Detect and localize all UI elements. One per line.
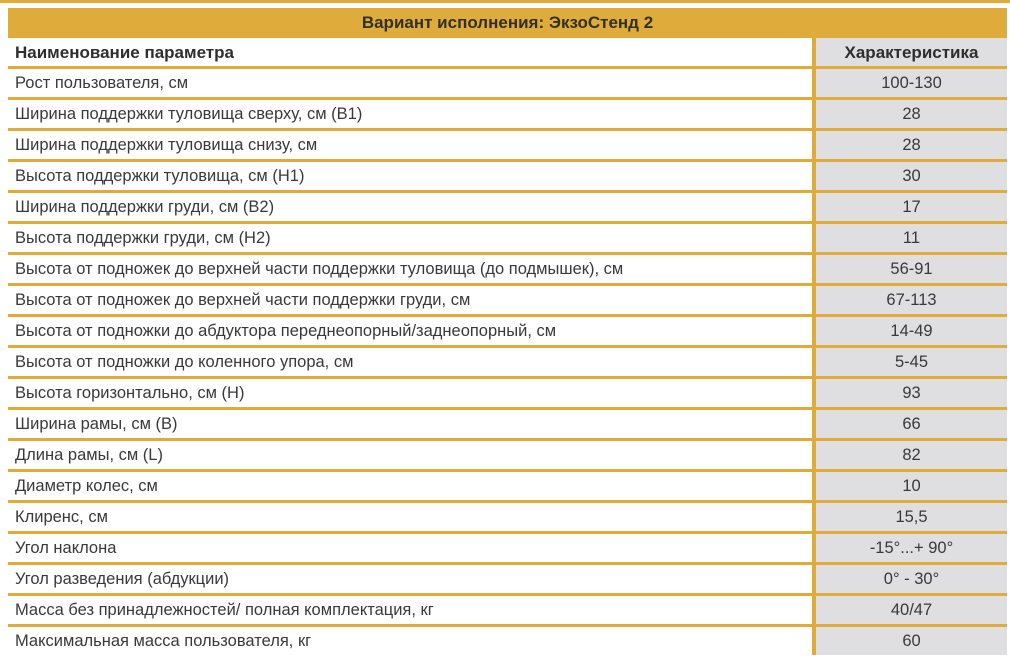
table-row (8, 410, 1007, 441)
parameter-value-cell: 30 (812, 162, 1007, 190)
parameter-value-cell: -15°...+ 90° (812, 534, 1007, 562)
parameter-value-cell: 14-49 (812, 317, 1007, 345)
parameter-value-cell: 56-91 (812, 255, 1007, 283)
parameter-name-cell: Высота от подножек до верхней части поддержки туловища (до подмышек), см (8, 255, 812, 283)
table-row (8, 255, 1007, 286)
column-header-value: Характеристика (812, 38, 1007, 66)
table-row (8, 565, 1007, 596)
parameter-value-cell: 15,5 (812, 503, 1007, 531)
parameter-name-cell: Ширина поддержки туловища снизу, см (8, 131, 812, 159)
table-body (8, 69, 1007, 655)
table-row (8, 503, 1007, 534)
parameter-name-cell: Клиренс, см (8, 503, 812, 531)
table-row (8, 317, 1007, 348)
parameter-value-cell: 0° - 30° (812, 565, 1007, 593)
table-row (8, 348, 1007, 379)
parameter-name-cell: Высота от подножки до коленного упора, см (8, 348, 812, 376)
parameter-value-cell: 28 (812, 100, 1007, 128)
table-title-band (8, 8, 1007, 38)
parameter-value-cell: 93 (812, 379, 1007, 407)
column-header-parameter: Наименование параметра (8, 38, 812, 66)
parameter-value-cell: 5-45 (812, 348, 1007, 376)
parameter-value-cell: 60 (812, 627, 1007, 655)
parameter-name-cell: Ширина поддержки груди, см (B2) (8, 193, 812, 221)
parameter-name-cell: Угол наклона (8, 534, 812, 562)
table-row (8, 472, 1007, 503)
parameter-name-cell: Угол разведения (абдукции) (8, 565, 812, 593)
table-row (8, 162, 1007, 193)
parameter-value-cell: 28 (812, 131, 1007, 159)
table-row (8, 441, 1007, 472)
parameter-value-cell: 11 (812, 224, 1007, 252)
table-row (8, 69, 1007, 100)
parameter-name-cell: Высота поддержки туловища, см (H1) (8, 162, 812, 190)
parameter-value-cell: 100-130 (812, 69, 1007, 97)
parameter-value-cell: 40/47 (812, 596, 1007, 624)
table-row (8, 131, 1007, 162)
parameter-name-cell: Высота поддержки груди, см (H2) (8, 224, 812, 252)
parameter-name-cell: Рост пользователя, см (8, 69, 812, 97)
parameter-name-cell: Ширина поддержки туловища сверху, см (B1) (8, 100, 812, 128)
parameter-name-cell: Высота горизонтально, см (H) (8, 379, 812, 407)
parameter-name-cell: Диаметр колес, см (8, 472, 812, 500)
parameter-value-cell: 10 (812, 472, 1007, 500)
table-header-row (8, 38, 1007, 69)
table-row (8, 379, 1007, 410)
table-row (8, 224, 1007, 255)
parameter-value-cell: 17 (812, 193, 1007, 221)
spec-table (8, 8, 1007, 655)
parameter-name-cell: Ширина рамы, см (B) (8, 410, 812, 438)
parameter-value-cell: 67-113 (812, 286, 1007, 314)
table-row (8, 596, 1007, 627)
parameter-name-cell: Высота от подножки до абдуктора переднеопорный/заднеопорный, см (8, 317, 812, 345)
parameter-value-cell: 82 (812, 441, 1007, 469)
parameter-value-cell: 66 (812, 410, 1007, 438)
parameter-name-cell: Максимальная масса пользователя, кг (8, 627, 812, 655)
table-title: Вариант исполнения: ЭкзоСтенд 2 (361, 13, 654, 32)
top-border-line (0, 0, 1010, 3)
table-row (8, 100, 1007, 131)
table-row (8, 286, 1007, 317)
table-row (8, 534, 1007, 565)
parameter-name-cell: Длина рамы, см (L) (8, 441, 812, 469)
parameter-name-cell: Высота от подножек до верхней части поддержки груди, см (8, 286, 812, 314)
table-row (8, 193, 1007, 224)
table-row (8, 627, 1007, 655)
parameter-name-cell: Масса без принадлежностей/ полная комплектация, кг (8, 596, 812, 624)
